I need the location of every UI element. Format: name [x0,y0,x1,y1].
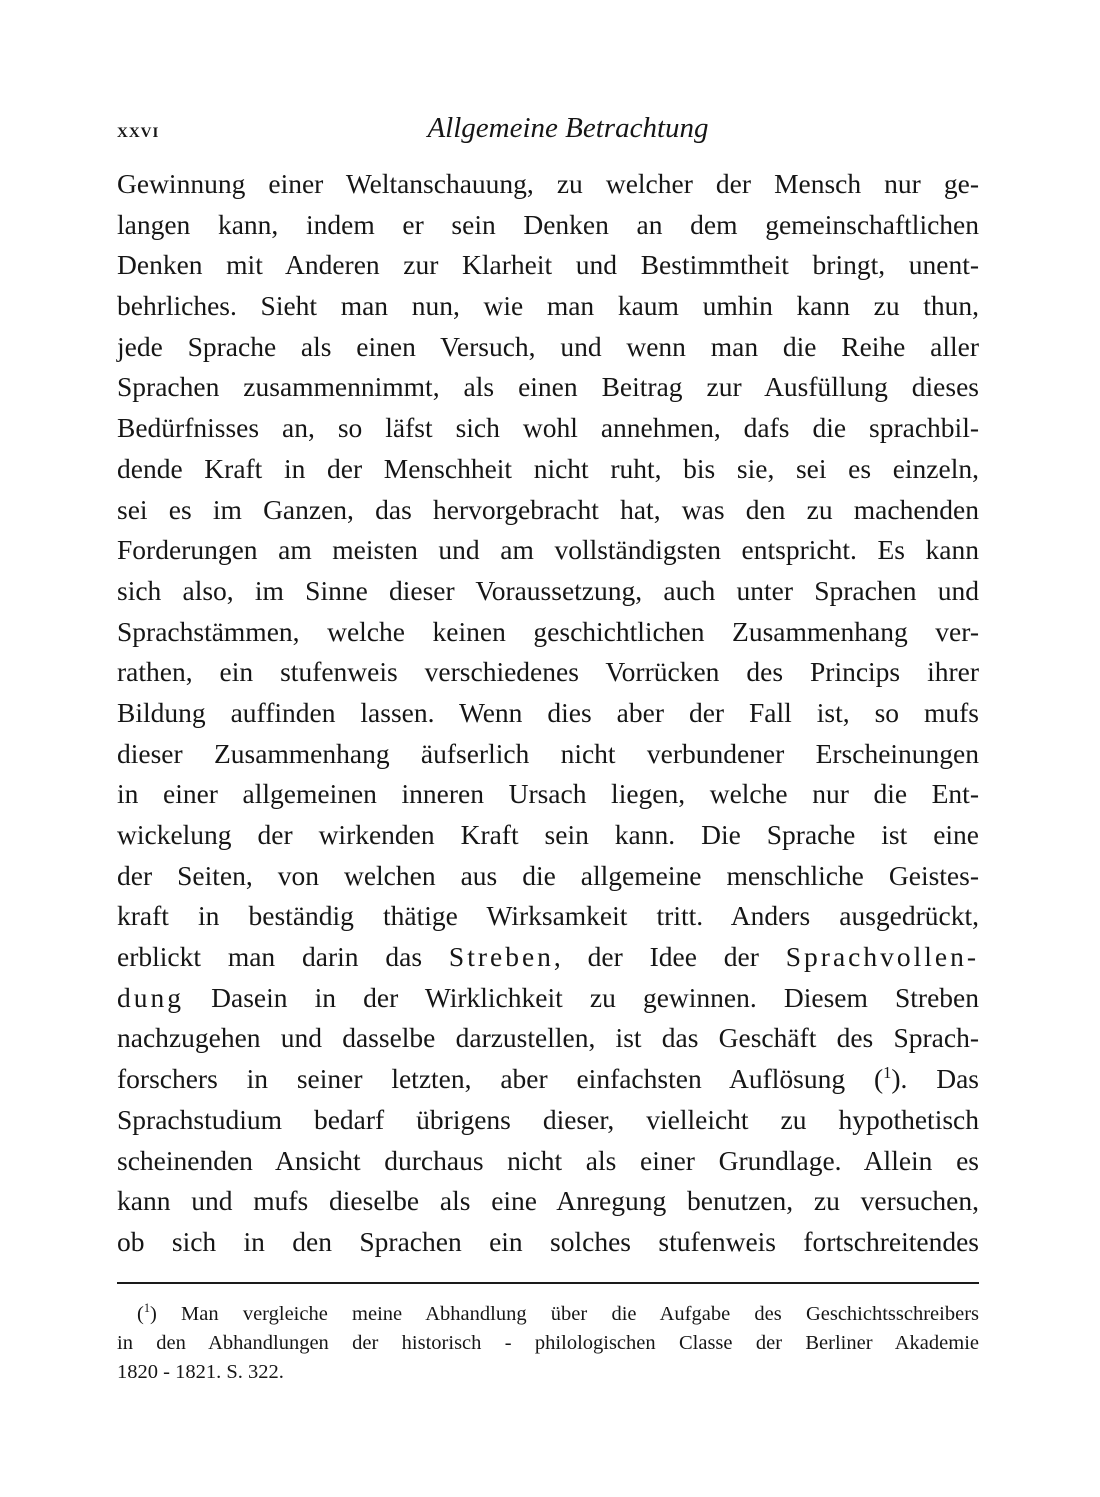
text-line: behrliches. Sieht man nun, wie man kaum umhin kann zu thun, [117,290,979,322]
text-line: in einer allgemeinen inneren Ursach liegen, welche nur die Ent- [117,778,979,810]
footnote-line [117,1300,979,1329]
footnote-paren: ) [149,1303,157,1325]
text-line: ob sich in den Sprachen ein solches stufenweis fortschreitendes [117,1225,979,1257]
text-line: Bedürfnisses an, so läfst sich wohl annehmen, dafs die sprachbil- [117,412,979,444]
text-line [117,937,979,978]
emphasis-sprachvollendung: Sprachvollen- [785,941,980,973]
text-line: kraft in beständig thätige Wirksamkeit tritt. Anders ausgedrückt, [117,900,979,932]
text-line: Sprachen zusammennimmt, als einen Beitrag zur Ausfüllung dieses [117,371,979,403]
text-line: sei es im Ganzen, das hervorgebracht hat, was den zu machenden [117,493,979,525]
footnote-reference[interactable]: 1 [883,1062,892,1082]
footnote-text: Man vergleiche meine Abhandlung über die Aufgabe des Geschichtsschreibers [156,1303,979,1325]
text-line: Bildung auffinden lassen. Wenn dies aber der Fall ist, so mufs [117,696,979,728]
text-line: sich also, im Sinne dieser Voraussetzung, auch unter Sprachen und [117,574,979,606]
running-title: Allgemeine Betrachtung [427,112,709,144]
text-line: nachzugehen und dasselbe darzustellen, ist das Geschäft des Sprach- [117,1022,979,1054]
text-line: Sprachstudium bedarf übrigens dieser, vielleicht zu hypothetisch [117,1103,979,1135]
emphasis-dung: dung [117,981,184,1013]
text-line: wickelung der wirkenden Kraft sein kann. Die Sprache ist eine [117,819,979,850]
text-line: scheinenden Ansicht durchaus nicht als einer Grundlage. Allein es [117,1144,979,1176]
footnote-paren: ( [137,1303,144,1325]
text-line: dieser Zusammenhang äufserlich nicht verbundener Erscheinungen [117,737,979,769]
text-line: Forderungen am meisten und am vollständigsten entspricht. Es kann [117,534,979,566]
text-line: jede Sprache als einen Versuch, und wenn man die Reihe aller [117,330,979,362]
text-run: ). Das [891,1063,979,1095]
text-run: , der Idee der [553,941,786,973]
footnotes [117,1300,979,1387]
text-line: Gewinnung einer Weltanschauung, zu welcher der Mensch nur ge- [117,168,979,199]
footnote-line: in den Abhandlungen der historisch - philologischen Classe der Berliner Akademie [117,1332,979,1354]
text-line: dende Kraft in der Menschheit nicht ruht, bis sie, sei es einzeln, [117,452,979,484]
text-line: der Seiten, von welchen aus die allgemeine menschliche Geistes- [117,859,979,891]
text-line: Sprachstämmen, welche keinen geschichtlichen Zusammenhang ver- [117,615,979,647]
text-run: erblickt man darin das [117,941,449,973]
text-run: forschers in seiner letzten, aber einfachsten Auflösung ( [117,1063,884,1095]
footnote-line: 1820 - 1821. S. 322. [117,1361,284,1383]
text-line: Denken mit Anderen zur Klarheit und Bestimmtheit bringt, unent- [117,249,979,281]
text-line [117,978,979,1019]
body-text [117,164,979,1263]
text-line: kann und mufs dieselbe als eine Anregung benutzen, zu versuchen, [117,1185,979,1217]
footnote-marker: 1 [143,1301,150,1316]
text-line [117,1059,979,1100]
text-line: rathen, ein stufenweis verschiedenes Vorrücken des Princips ihrer [117,656,979,688]
text-run: Dasein in der Wirklichkeit zu gewinnen. Diesem Streben [184,981,979,1013]
emphasis-streben: Streben [448,941,554,973]
page-number: xxvi [117,118,160,142]
page-header [117,112,979,148]
text-line: langen kann, indem er sein Denken an dem gemeinschaftlichen [117,208,979,240]
footnote-separator-rule [117,1282,979,1284]
